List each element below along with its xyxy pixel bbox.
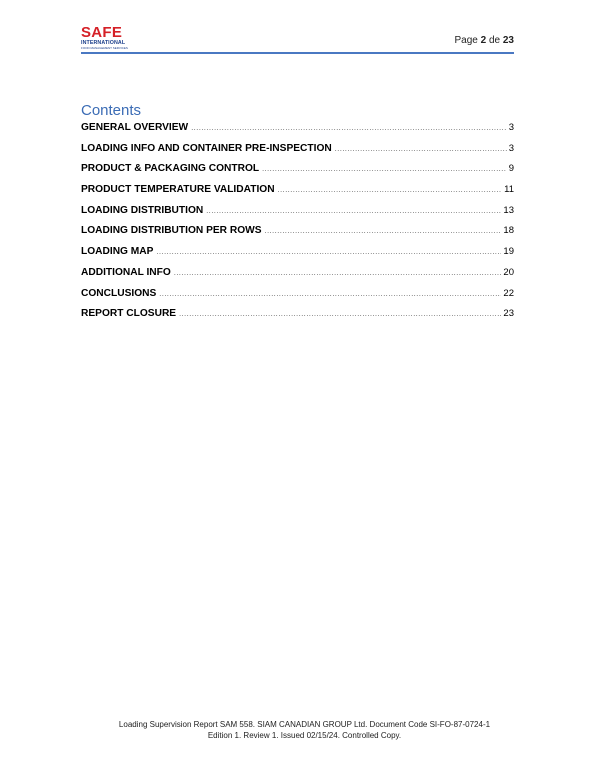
logo-subtitle-text: INTERNATIONAL [81,40,126,46]
toc-entry-title[interactable]: REPORT CLOSURE [81,308,177,320]
page-current: 2 [480,35,487,46]
toc-entry-report-closure[interactable] [81,308,514,329]
toc-leader-dots [265,228,502,235]
page-number [454,35,514,46]
toc-entry-title[interactable]: PRODUCT TEMPERATURE VALIDATION [81,184,275,196]
toc-entry-conclusions[interactable] [81,288,514,309]
toc-entry-additional-info[interactable] [81,267,514,288]
toc-leader-dots [159,291,501,298]
contents-heading: Contents [81,102,142,119]
toc-entry-page[interactable]: 22 [503,287,514,299]
header-divider [81,52,514,54]
toc-entry-title[interactable]: ADDITIONAL INFO [81,266,171,278]
toc-leader-dots [278,187,503,194]
page-prefix: Page [454,35,478,46]
toc-entry-general-overview[interactable] [81,122,514,143]
footer-line-1: Loading Supervision Report SAM 558. SIAM CANADIAN GROUP Ltd. Document Code SI-FO-87-0724-1 [118,720,491,729]
toc-entry-product-packaging[interactable] [81,163,514,184]
toc-leader-dots [262,166,507,173]
toc-entry-page[interactable]: 23 [503,308,514,320]
page-total: 23 [502,35,514,46]
toc-leader-dots [191,125,507,132]
toc-entry-title[interactable]: LOADING DISTRIBUTION PER ROWS [81,225,262,237]
toc-entry-title[interactable]: LOADING INFO AND CONTAINER PRE-INSPECTION [81,142,332,154]
toc-entry-title[interactable]: PRODUCT & PACKAGING CONTROL [81,163,260,175]
toc-entry-title[interactable]: CONCLUSIONS [81,287,157,299]
toc-entry-page[interactable]: 13 [503,204,514,216]
logo-tagline-text: FOOD MANAGEMENT SERVICES [81,46,128,50]
toc-entry-page[interactable]: 3 [508,142,514,154]
toc-entry-page[interactable]: 3 [508,122,514,133]
page-header [81,24,514,53]
toc-entry-page[interactable]: 11 [504,184,514,196]
toc-entry-temperature-validation[interactable] [81,184,514,205]
footer-line-2: Edition 1. Review 1. Issued 02/15/24. Controlled Copy. [207,731,402,740]
safe-international-logo [81,24,129,53]
toc-entry-title[interactable]: LOADING DISTRIBUTION [81,204,204,216]
toc-leader-dots [179,311,501,318]
toc-entry-distribution-per-rows[interactable] [81,225,514,246]
toc-leader-dots [335,146,507,153]
toc-leader-dots [156,249,501,256]
page-footer [0,719,589,741]
toc-entry-loading-map[interactable] [81,246,514,267]
toc-entry-loading-info[interactable] [81,143,514,164]
toc-leader-dots [174,270,502,277]
toc-entry-page[interactable]: 18 [503,225,514,237]
toc-entry-loading-distribution[interactable] [81,205,514,226]
toc-entry-page[interactable]: 20 [503,266,514,278]
toc-entry-page[interactable]: 9 [508,163,514,175]
table-of-contents [81,122,514,329]
toc-entry-title[interactable]: GENERAL OVERVIEW [81,122,189,133]
toc-leader-dots [206,208,501,215]
toc-entry-title[interactable]: LOADING MAP [81,246,154,258]
logo-brand-text: SAFE [81,24,123,41]
page-separator: de [488,35,501,46]
toc-entry-page[interactable]: 19 [503,246,514,258]
